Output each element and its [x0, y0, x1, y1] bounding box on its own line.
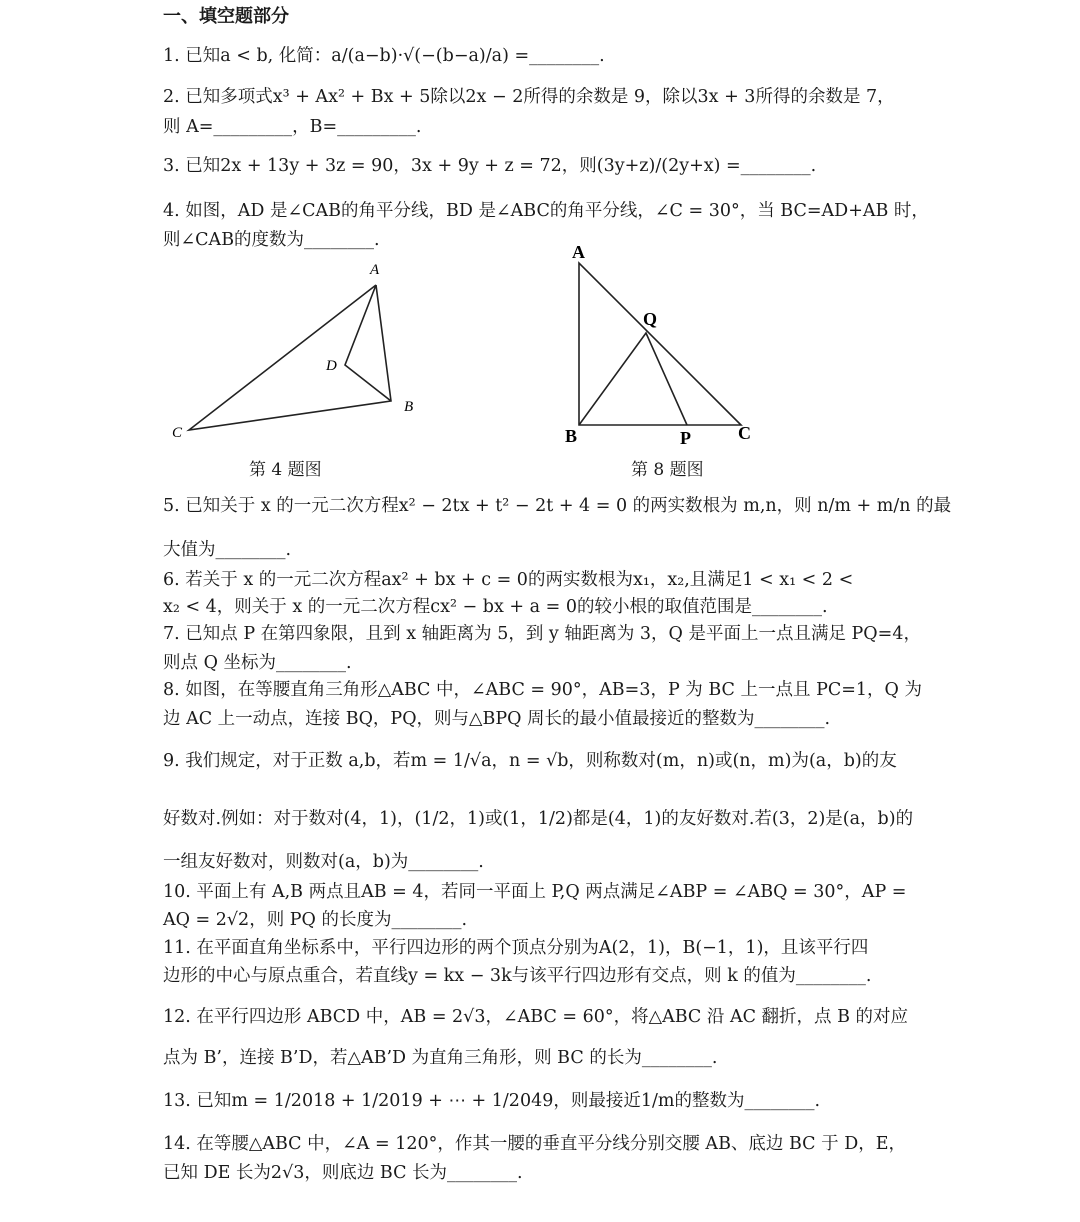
fig8-segments [579, 333, 687, 425]
fig4-label-c: C [172, 425, 183, 441]
problem-4-line-1: 4. 如图，AD 是∠CAB的角平分线，BD 是∠ABC的角平分线，∠C = 30°，当 BC=AD+AB 时， [163, 201, 929, 221]
problem-6-line-1: 6. 若关于 x 的一元二次方程ax² + bx + c = 0的两实数根为x₁，x₂,且满足1 < x₁ < 2 < [163, 570, 854, 590]
problem-1-line-1: 1. 已知a < b, 化简：a/(a−b)·√(−(b−a)/a) =________. [163, 46, 605, 66]
fig8-label-a: A [572, 242, 585, 262]
problem-11-line-1: 11. 在平面直角坐标系中，平行四边形的两个顶点分别为A(2，1)，B(−1，1)，且该平行四 [163, 938, 869, 958]
problem-2-line-1: 2. 已知多项式x³ + Ax² + Bx + 5除以2x − 2所得的余数是 9，除以3x + 3所得的余数是 7， [163, 87, 895, 107]
problem-6-line-2: x₂ < 4，则关于 x 的一元二次方程cx² − bx + a = 0的较小根的取值范围是________. [163, 597, 828, 617]
fig4-label-b: B [404, 399, 414, 415]
problem-14-line-1: 14. 在等腰△ABC 中，∠A = 120°，作其一腰的垂直平分线分别交腰 AB、底边 BC 于 D，E， [163, 1134, 906, 1154]
problem-9-line-2: 好数对.例如：对于数对(4，1)，(1/2，1)或(1，1/2)都是(4，1)的友好数对.若(3，2)是(a，b)的 [163, 809, 914, 829]
problem-12-line-2: 点为 B’，连接 B’D，若△AB’D 为直角三角形，则 BC 的长为________. [163, 1048, 718, 1068]
problem-11-line-2: 边形的中心与原点重合，若直线y = kx − 3k与该平行四边形有交点，则 k 的值为________. [163, 966, 872, 986]
fig8-outline [579, 263, 741, 425]
figure-8-caption: 第 8 题图 [631, 460, 704, 480]
fig4-label-a: A [370, 262, 380, 278]
problem-5-line-2: 大值为________. [163, 540, 292, 560]
problem-5-line-1: 5. 已知关于 x 的一元二次方程x² − 2tx + t² − 2t + 4 = 0 的两实数根为 m,n，则 n/m + m/n 的最 [163, 496, 952, 516]
problem-10-line-1: 10. 平面上有 A,B 两点且AB = 4，若同一平面上 P,Q 两点满足∠ABP = ∠ABQ = 30°，AP = [163, 882, 907, 902]
fig8-label-c: C [738, 423, 751, 443]
problem-9-line-3: 一组友好数对，则数对(a，b)为________. [163, 852, 484, 872]
problem-14-line-2: 已知 DE 长为2√3，则底边 BC 长为________. [163, 1163, 523, 1183]
problem-7-line-2: 则点 Q 坐标为________. [163, 653, 352, 673]
problem-7-line-1: 7. 已知点 P 在第四象限，且到 x 轴距离为 5，到 y 轴距离为 3，Q 是平面上一点且满足 PQ=4， [163, 624, 921, 644]
problem-8-line-1: 8. 如图，在等腰直角三角形△ABC 中，∠ABC = 90°，AB=3，P 为 BC 上一点且 PC=1，Q 为 [163, 680, 922, 700]
problem-8-line-2: 边 AC 上一动点，连接 BQ，PQ，则与△BPQ 周长的最小值最接近的整数为________. [163, 709, 831, 729]
section-heading: 一、填空题部分 [163, 6, 289, 27]
problem-2-line-2: 则 A=_________，B=_________. [163, 117, 422, 137]
problem-13-line-1: 13. 已知m = 1/2018 + 1/2019 + ⋯ + 1/2049，则最接近1/m的整数为________. [163, 1091, 821, 1111]
problem-12-line-1: 12. 在平行四边形 ABCD 中，AB = 2√3，∠ABC = 60°，将△ABC 沿 AC 翻折，点 B 的对应 [163, 1007, 909, 1027]
problem-3-line-1: 3. 已知2x + 13y + 3z = 90，3x + 9y + z = 72，则(3y+z)/(2y+x) =________. [163, 156, 817, 176]
problem-9-line-1: 9. 我们规定，对于正数 a,b，若m = 1/√a，n = √b，则称数对(m，n)或(n，m)为(a，b)的友 [163, 751, 897, 771]
problem-10-line-2: AQ = 2√2，则 PQ 的长度为________. [163, 910, 468, 930]
fig8-label-p: P [680, 428, 691, 448]
figure-4-caption: 第 4 题图 [249, 460, 322, 480]
fig8-label-q: Q [643, 309, 658, 329]
problem-4-line-2: 则∠CAB的度数为________. [163, 230, 380, 250]
fig4-label-d: D [326, 358, 337, 374]
fig8-label-b: B [565, 426, 578, 446]
